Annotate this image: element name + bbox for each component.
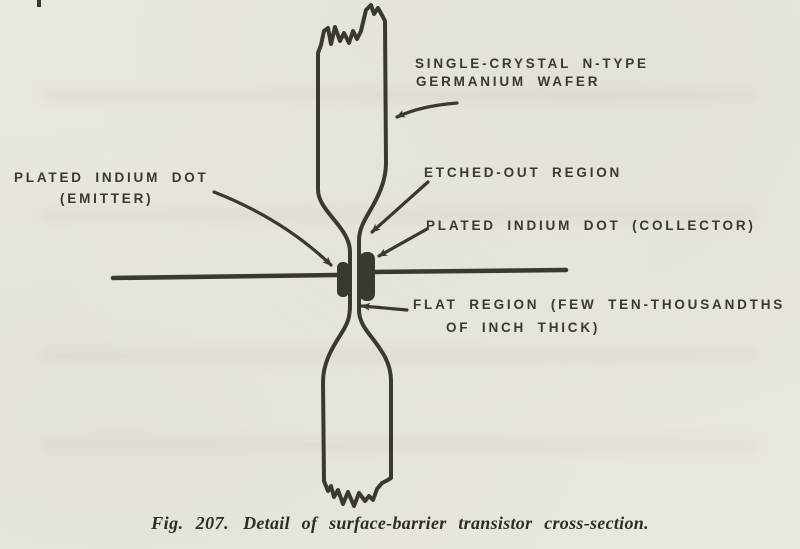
collector-dot: [360, 252, 376, 301]
figure-caption: [0, 513, 800, 534]
label-emitter-line1: PLATED INDIUM DOT: [14, 170, 209, 185]
label-flat-region-line1: FLAT REGION (FEW TEN-THOUSANDTHS: [413, 297, 786, 312]
emitter-dot: [337, 262, 349, 297]
arrow-wafer: [397, 103, 457, 117]
arrow-collector-dot: [379, 229, 427, 256]
label-etched-region: ETCHED-OUT REGION: [424, 165, 623, 180]
label-wafer-line1: SINGLE-CRYSTAL N-TYPE: [415, 56, 649, 71]
scan-speck: [37, 0, 41, 7]
arrow-flat-region: [362, 306, 407, 310]
label-collector: PLATED INDIUM DOT (COLLECTOR): [426, 218, 756, 233]
arrow-emitter-dot: [214, 192, 331, 265]
label-emitter-line2: (EMITTER): [60, 191, 154, 206]
collector-lead-line: [374, 270, 566, 272]
label-flat-region-line2: OF INCH THICK): [446, 320, 601, 335]
figure-caption-text: Detail of surface-barrier transistor cross-section.: [243, 513, 649, 533]
figure-number: Fig. 207.: [151, 513, 230, 533]
label-wafer-line2: GERMANIUM WAFER: [416, 74, 601, 89]
emitter-lead-line: [113, 275, 337, 278]
